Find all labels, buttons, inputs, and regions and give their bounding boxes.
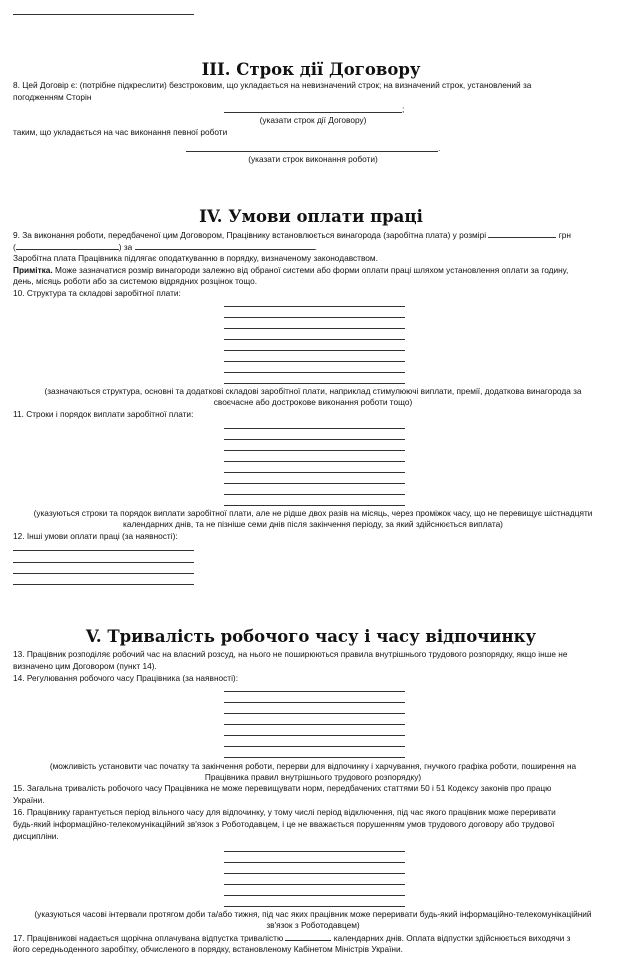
paragraph-16-line-1: 16. Працівнику гарантується період вільного часу для відпочинку, у тому числі період відключення, під час якого працівник може переривати [13, 807, 556, 817]
disconnect-time-line-1[interactable] [224, 851, 405, 852]
disconnect-time-line-4[interactable] [224, 884, 405, 885]
salary-structure-line-4[interactable] [224, 339, 405, 340]
separator: . [438, 143, 441, 153]
paragraph-16-line-2: будь-який інформаційно-телекомунікаційний зв'язок з Роботодавцем, і це не вважається порушенням умов трудового договору або трудової [13, 819, 555, 829]
other-terms-line-1[interactable] [13, 550, 194, 551]
working-time-line-3[interactable] [224, 713, 405, 714]
paragraph-15-line-1: 15. Загальна тривалість робочого часу Працівника не може перевищувати норм, передбачених статтями 50 і 51 Кодексу законів про працю [13, 783, 552, 793]
note-text: Може зазначатися розмір винагороди залежно від обраної системи або форми оплати праці шляхом установлення оплати за годину, [52, 265, 569, 275]
payment-terms-line-5[interactable] [224, 472, 405, 473]
blank-line[interactable] [13, 14, 194, 15]
salary-structure-line-7[interactable] [224, 372, 405, 373]
working-time-line-7[interactable] [224, 757, 405, 758]
payment-terms-line-2[interactable] [224, 439, 405, 440]
paragraph-10: 10. Структура та складові заробітної плати: [13, 288, 181, 298]
paren-open: ( [13, 242, 16, 252]
work-term-field[interactable] [186, 151, 438, 152]
paragraph-17-text-b: календарних днів. Оплата відпустки здійснюється виходячи з [333, 933, 571, 943]
payment-terms-line-8[interactable] [224, 505, 405, 506]
note-label: Примітка. [13, 265, 53, 275]
disconnect-time-line-5[interactable] [224, 895, 405, 896]
payment-terms-line-7[interactable] [224, 494, 405, 495]
working-time-line-1[interactable] [224, 691, 405, 692]
salary-structure-line-1[interactable] [224, 306, 405, 307]
caption-14-line-1: (можливість установити час початку та закінчення роботи, перерви для відпочинку і харчування, гнучкого графіка роботи, поширення на [49, 761, 577, 771]
salary-period-field[interactable] [135, 240, 315, 250]
section-3-heading: ІІІ. Строк дії Договору [201, 60, 421, 79]
disconnect-time-line-2[interactable] [224, 862, 405, 863]
caption-11-line-2: календарних днів, та не пізніше семи днів після закінчення періоду, за який здійснюється виплата) [123, 519, 503, 529]
vacation-days-field[interactable] [285, 931, 331, 941]
disconnect-time-line-3[interactable] [224, 873, 405, 874]
salary-structure-line-2[interactable] [224, 317, 405, 318]
paragraph-11: 11. Строки і порядок виплати заробітної плати: [13, 409, 194, 419]
paragraph-16-line-3: дисципліни. [13, 831, 59, 841]
salary-in-words-field[interactable] [16, 240, 119, 250]
paragraph-15-line-2: України. [13, 795, 45, 805]
working-time-line-2[interactable] [224, 702, 405, 703]
paragraph-12: 12. Інші умови оплати праці (за наявності): [13, 531, 178, 541]
paragraph-13-line-1: 13. Працівник розподіляє робочий час на власний розсуд, на нього не поширюються правила внутрішнього трудового розпорядку, якщо інше не [13, 649, 568, 659]
caption-14-line-2: Працівника правил внутрішнього трудового розпорядку) [204, 772, 422, 782]
paren-close-for: ) за [118, 242, 133, 252]
paragraph-8-line-1: 8. Цей Договір є: (потрібне підкреслити) безстроковим, що укладається на невизначений строк; на визначений строк, установлений за [13, 80, 532, 90]
paragraph-17-text-a: 17. Працівникові надається щорічна оплачувана відпустка тривалістю [13, 933, 284, 943]
period-end: . [314, 242, 317, 252]
other-terms-line-3[interactable] [13, 573, 194, 574]
payment-terms-line-3[interactable] [224, 450, 405, 451]
salary-structure-line-3[interactable] [224, 328, 405, 329]
section-5-heading: V. Тривалість робочого часу і часу відпочинку [85, 627, 537, 646]
payment-terms-line-1[interactable] [224, 428, 405, 429]
other-terms-line-4[interactable] [13, 584, 194, 585]
caption-10-line-2: своєчасне або дострокове виконання роботи тощо) [213, 397, 413, 407]
caption-contract-term: (указати строк дії Договору) [259, 115, 367, 125]
paragraph-9-tax: Заробітна плата Працівника підлягає оподаткуванню в порядку, визначеному законодавством. [13, 253, 378, 263]
paragraph-8-line-3: таким, що укладається на час виконання певної роботи [13, 127, 228, 137]
salary-structure-line-8[interactable] [224, 383, 405, 384]
caption-11-line-1: (указуються строки та порядок виплати заробітної плати, але не рідше двох разів на місяць, через проміжок часу, що не перевищує шістнадцяти [33, 508, 593, 518]
salary-structure-line-5[interactable] [224, 350, 405, 351]
paragraph-17-line-2: його середньоденного заробітку, обчисленого в порядку, встановленому Кабінетом Міністрів України. [13, 944, 403, 954]
payment-terms-line-6[interactable] [224, 483, 405, 484]
caption-16-line-2: зв'язок з Роботодавцем) [266, 920, 360, 930]
salary-amount-field[interactable] [488, 228, 556, 238]
separator: ; [402, 104, 405, 114]
paragraph-9-text: 9. За виконання роботи, передбаченої цим Договором, Працівнику встановлюється винагорода (заробітна плата) у розмірі [13, 230, 487, 240]
salary-structure-line-6[interactable] [224, 361, 405, 362]
working-time-line-5[interactable] [224, 735, 405, 736]
paragraph-8-line-2: погодженням Сторін [13, 92, 92, 102]
paragraph-14: 14. Регулювання робочого часу Працівника (за наявності): [13, 673, 239, 683]
currency-label: грн [558, 230, 571, 240]
caption-10-line-1: (зазначаються структура, основні та додаткові складові заробітної плати, наприклад стимулюючі виплати, премії, додаткова винагорода за [44, 386, 582, 396]
caption-work-term: (указати строк виконання роботи) [248, 154, 378, 164]
note-line-2: день, місяць роботи або за системою відрядних розцінок тощо. [13, 276, 258, 286]
payment-terms-line-4[interactable] [224, 461, 405, 462]
caption-16-line-1: (указуються часові інтервали протягом доби та/або тижня, під час яких працівник може переривати будь-який інформаційно-телекомунікаційний [34, 909, 592, 919]
disconnect-time-line-6[interactable] [224, 906, 405, 907]
working-time-line-4[interactable] [224, 724, 405, 725]
paragraph-13-line-2: визначено цим Договором (пункт 14). [13, 661, 157, 671]
section-4-heading: ІV. Умови оплати праці [199, 207, 423, 226]
other-terms-line-2[interactable] [13, 562, 194, 563]
working-time-line-6[interactable] [224, 746, 405, 747]
contract-term-field[interactable] [224, 112, 402, 113]
